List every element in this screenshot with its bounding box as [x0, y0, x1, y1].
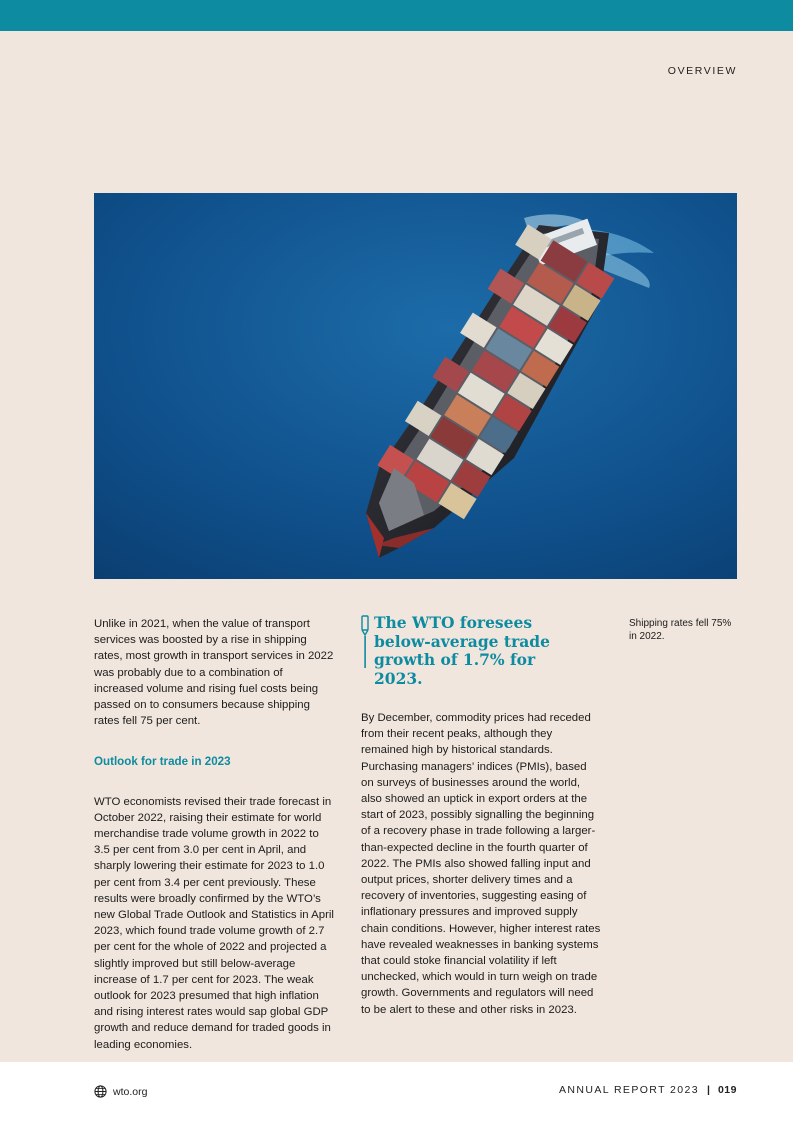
pull-quote-text: The WTO foresees below-average trade growth of 1.7% for 2023.	[374, 613, 550, 688]
website-link[interactable]	[94, 1085, 147, 1098]
subheading-outlook: Outlook for trade in 2023	[94, 755, 231, 769]
section-label: OVERVIEW	[667, 65, 737, 77]
page-number: 019	[717, 1084, 737, 1096]
website-text: wto.org	[113, 1085, 148, 1098]
body-column-left	[94, 616, 334, 1053]
paragraph-transport: Unlike in 2021, when the value of transport services was boosted by a rise in shipping rates, most growth in transport services in 2022 was probably due to a combination of increased volume and rising fuel costs being passed on to consumers because shipping rates fell 75 per cent.	[94, 618, 334, 728]
report-title: ANNUAL REPORT 2023	[559, 1084, 700, 1096]
footer-separator: |	[707, 1084, 710, 1096]
pencil-icon	[360, 614, 372, 668]
top-accent-bar	[0, 0, 793, 31]
report-info	[559, 1084, 737, 1096]
sidenote: Shipping rates fell 75% in 2022.	[629, 618, 732, 642]
page-footer	[0, 1062, 793, 1122]
globe-icon	[94, 1085, 107, 1098]
container-ship-image	[94, 193, 737, 579]
paragraph-commodity-prices: By December, commodity prices had receded from their recent peaks, although they remained high by historical standards. Purchasing managers’ indices (PMIs), based on surveys of businesses around the world, also showed an uptick in export orders at the start of 2023, possibly signalling the beginning of a recovery phase in trade following a larger-than-expected decline in the fourth quarter of 2022. The PMIs also showed falling input and output prices, shorter delivery times and a recovery of inventories, suggesting easing of inflationary pressures and improved supply chain conditions. However, higher interest rates have revealed weaknesses in banking systems that could stoke financial volatility if left unchecked, which would in turn weigh on trade growth. Governments and regulators will need to be alert to these and other risks in 2023.	[361, 712, 601, 1016]
hero-photo	[94, 193, 737, 579]
body-column-middle	[361, 710, 601, 1018]
pull-quote	[360, 614, 575, 688]
paragraph-forecast: WTO economists revised their trade forecast in October 2022, raising their estimate for world merchandise trade volume growth in 2022 to 3.5 per cent from 3.0 per cent in April, and sharply lowering their estimate for 2023 to 1.0 per cent from 3.4 per cent previously. These results were broadly confirmed by the WTO’s new Global Trade Outlook and Statistics in April 2023, which found trade volume growth of 2.7 per cent for the whole of 2022 and projected a slightly improved but still below-average increase of 1.7 per cent for 2023. The weak outlook for 2023 presumed that high inflation and rising interest rates would sap global GDP growth and reduce demand for traded goods in leading economies.	[94, 795, 334, 1051]
